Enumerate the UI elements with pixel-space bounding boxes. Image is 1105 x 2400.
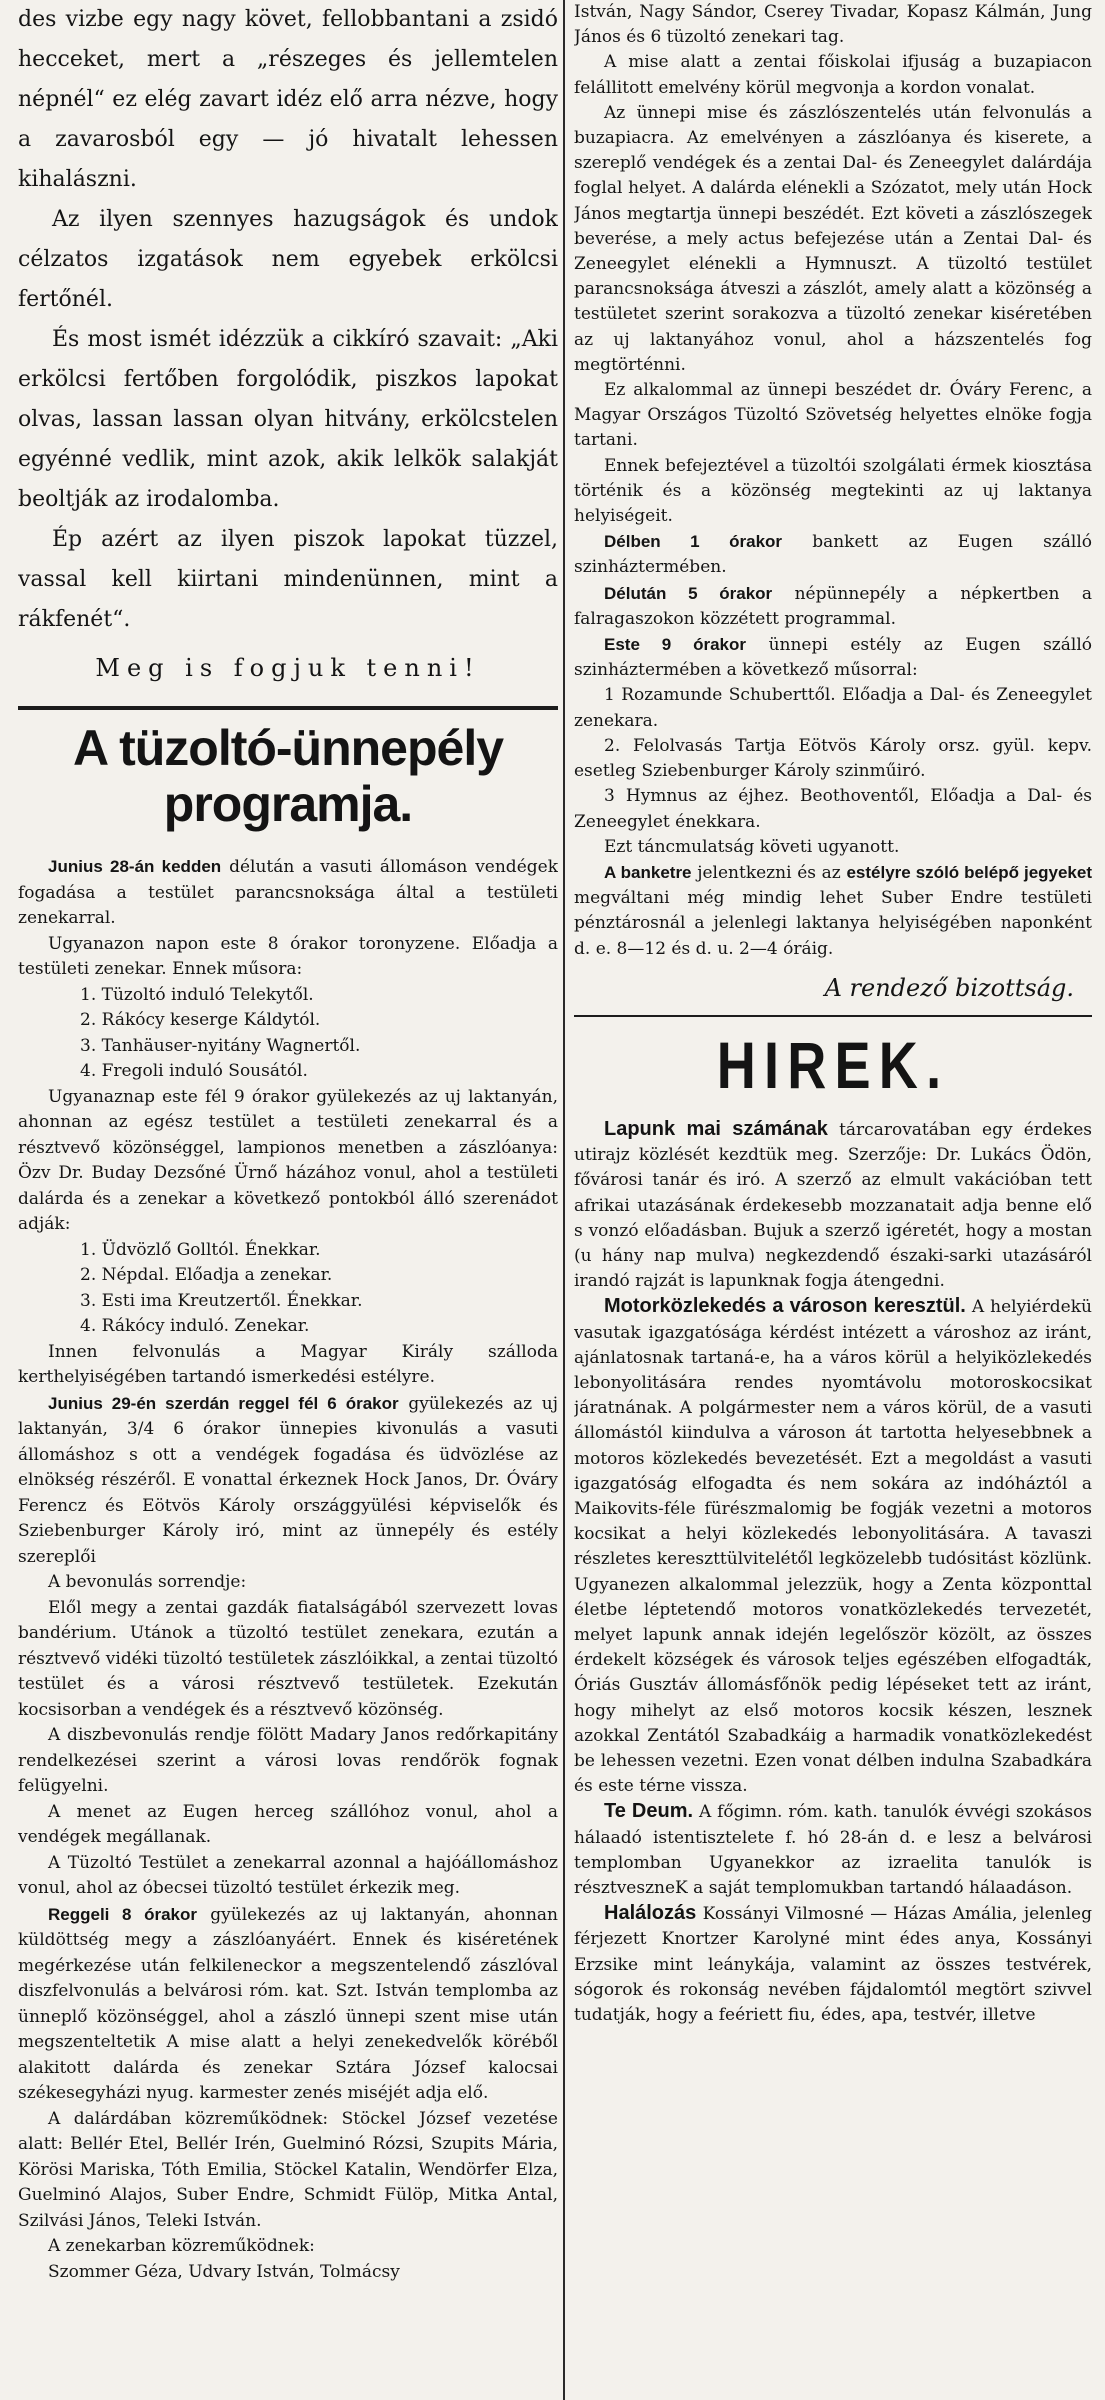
paragraph-text: gyülekezés az uj laktanyán, 3/4 6 órakor ünnepies kivonulás a vasuti állomáshoz s ott a vendégek fogadása és üdvözlése az elnökség részéről. E vonattal érkeznek Hock Janos, Dr. Óváry Ferencz és Eötvös Károly országgyülési képviselők és Sziebenburger Károly iró, mint az ünnepély és estély szereplői	[18, 1393, 558, 1567]
program-paragraph: A Tüzoltó Testület a zenekarral azonnal a hajóállomáshoz vonul, ahol az óbecsei tüzoltó testület érkezik meg.	[18, 1852, 558, 1898]
news-item	[574, 1294, 1092, 1799]
news-item-text: A helyiérdekü vasutak igazgatósága kérdést intézett a városhoz az iránt, ajánlatosnak tartaná-e, ha a város körül a helyiközlekedés lebonyolitására rendes nyomtávolu motoroskocsikat járatnának. A polgármester nem a város körül, de a vasuti állomástól kiindulva a városon át tartotta helyesebbnek a motoros közlekedés bevezetését. Ezt a megoldást a vasuti igazgatóság elfogadta és nem sokára az indóháztól a Maikovits-féle fürészmalomig be fogják vezetni a motoros kocsikat a helyi közlekedés lebonyolitására. A tavaszi részletes kereszttülvitelétől legközelebb tudósitást közlünk. Ugyanezen alkalommal jelezzük, hogy a Zenta központtal életbe léptetendő motoros vonatközlekedés tervezetét, melyet lapunk annak idején legelőször közölt, az összes érdekelt községek és városok teljes egészében elfogadták, Óriás Gusztáv állomásfőnök pedig lépéseket tett az iránt, hogy mihelyt az első motoros kocsik készen, lesznek azokkal Zentától Szabadkáig a harmadik vonatközlekedést be lehessen vezetni. Ezen vonat délben indulna Szabadkára és este térne vissza.	[574, 1297, 1092, 1797]
paragraph-lead: Délben 1 órakor	[604, 532, 783, 552]
program-paragraph	[574, 632, 1092, 683]
news-item-lead: Lapunk mai számának	[604, 1117, 828, 1140]
news-item	[574, 1799, 1092, 1901]
paragraph-lead: Délután 5 órakor	[604, 583, 773, 603]
paragraph-lead: Junius 28-án kedden	[48, 857, 222, 876]
news-item-lead: Motorközlekedés a városon keresztül.	[604, 1295, 966, 1318]
list-item: 2. Rákócy keserge Káldytól.	[80, 1010, 321, 1030]
paragraph-lead: estélyre szóló belépő jegyeket	[846, 862, 1092, 882]
right-column	[574, 0, 1092, 2400]
list-item: 4. Fregoli induló Sousától.	[80, 1061, 308, 1081]
lead-paragraph: des vizbe egy nagy követ, fellobbantani a zsidó hecceket, mert a „részeges és jellemtelen népnél“ ez elég zavart idéz elő arra nézve, hogy a zavarosból egy — jó hivatalt lehessen kihalászni.	[18, 7, 558, 192]
list-item: 2. Népdal. Előadja a zenekar.	[80, 1265, 333, 1285]
program-paragraph: A dalárdában közreműködnek: Stöckel József vezetése alatt: Bellér Etel, Bellér Irén, Guelminó Rózsi, Szupits Mária, Körösi Mariska, Tóth Emilia, Stöckel Katalin, Wendörfer Elza, Guelminó Alajos, Suber Endre, Schmidt Fülöp, Mitka Antal, Szilvási János, Teleki István.	[18, 2108, 558, 2231]
list-item: 4. Rákócy induló. Zenekar.	[80, 1316, 310, 1336]
program-paragraph	[18, 854, 558, 932]
program-paragraph	[574, 529, 1092, 580]
program-paragraph: Ez alkalommal az ünnepi beszédet dr. Óváry Ferenc, a Magyar Országos Tüzoltó Szövetség helyettes elnöke fogja tartani.	[574, 380, 1092, 451]
closing-line: Meg is fogjuk tenni!	[95, 654, 481, 682]
news-item-text: Kossányi Vilmosné — Házas Amália, jelenleg férjezett Knortzer Karolyné mint édes anya, Kossányi Erzsike mint leánykája, valamint az összes testvérek, sógorok és rokonság nevében fájdalomtól megtört szivvel tudatják, hogy a feériett fiu, édes, apa, testvér, illetve	[574, 1904, 1092, 2026]
news-item-lead: Te Deum.	[604, 1800, 694, 1823]
signature: A rendező bizottság.	[824, 973, 1074, 1002]
list-item: 3. Tanhäuser-nyitány Wagnertől.	[80, 1035, 361, 1056]
list-item: 3. Esti ima Kreutzertől. Énekkar.	[80, 1290, 363, 1311]
paragraph-text: jelentkezni és az	[697, 862, 841, 883]
program-paragraph: Szommer Géza, Udvary István, Tolmácsy	[48, 2261, 400, 2282]
paragraph-text: gyülekezés az uj laktanyán, ahonnan küldöttség megy a zászlóanyáért. Ennek és kiséretének megérkezése után felkileneckor a megszentelendő zászlóval diszfelvonulás a belvárosi róm. kat. Szt. István templomba az ünneplő közönséggel, ahol a zászló ünnepi szent mise után megszenteltetik A mise alatt a helyi zenekedvelők köréből alakitott dalárda és zenekar Sztára József kalocsai székesegyházi nyug. karmester zenés miséjét adja elő.	[18, 1904, 558, 2103]
paragraph-lead: Este 9 órakor	[604, 635, 747, 655]
paragraph-text: ünnepi estély az Eugen szálló szinháztermében a következő műsorral:	[574, 635, 1092, 681]
news-item-text: tárcarovatában egy érdekes utirajz közlését kezdtük meg. Szerzője: Dr. Lukács Ödön, fővárosi tanár és iró. A szerző az elmult vakációban tett afrikai utazásának érdekesebb mozzanatait adja benne elő s vonzó előadásban. Bujuk a szerző igéretét, hogy a mostan (u hány nap mulva) negkezdendő északi-sarki utazásáról irandó rajzát is lapunknak fogja átengedni.	[574, 1119, 1092, 1292]
program-paragraph: 3 Hymnus az éjhez. Beothoventől, Előadja a Dal- és Zeneegylet énekkara.	[574, 786, 1092, 832]
section-divider	[574, 1015, 1092, 1017]
program-paragraph: Elől megy a zentai gazdák fiatalságából szervezett lovas bandérium. Utánok a tüzoltó testület zenekara, ezután a résztvevő vidéki tüzoltó testületek zászlóikkal, a zentai tüzoltó testület és a városi résztvevő testületek. Ezekután kocsisorban a vendégek és a résztvevő közönség.	[18, 1597, 558, 1720]
news-item-lead: Halálozás	[604, 1902, 697, 1925]
program-paragraph: A menet az Eugen herceg szállóhoz vonul, ahol a vendégek megállanak.	[18, 1801, 558, 1847]
music-list-2	[18, 1238, 558, 1340]
program-paragraph: Ezt táncmulatság követi ugyanott.	[604, 836, 900, 857]
program-paragraph: Ugyanazon napon este 8 órakor toronyzene. Előadja a testületi zenekar. Ennek műsora:	[18, 933, 558, 979]
lead-paragraph: Ép azért az ilyen piszok lapokat tüzzel, vassal kell kiirtani mindenünnen, mint a rákfenét“.	[18, 527, 558, 632]
paragraph-lead: A banketre	[604, 862, 692, 882]
program-paragraph: Az ünnepi mise és zászlószentelés után felvonulás a buzapiacra. Az emelvényen a zászlóanya és kiserete, a szereplő vendégek és a zentai Dal- és Zeneegylet dalárdája foglal helyet. A dalárda elénekli a Szózatot, mely után Hock János megtartja ünnepi beszédét. Ezt követi a zászlószegek beverése, a mely actus befejezése után a Zentai Dal- és Zeneegylet elénekli a Hymnuszt. A tüzoltó testület parancsnoksága átveszi a zászlót, amely alatt a közönség a testületet szerint sorakozva a tüzoltó zenekar kiséretében az uj laktanyához vonul, ahol a házszentelés fog megtörténni.	[574, 102, 1092, 375]
paragraph-lead: Junius 29-én szerdán reggel fél 6 órakor	[48, 1393, 399, 1413]
left-column	[18, 0, 558, 2400]
section-divider	[18, 706, 558, 710]
program-continued	[574, 0, 1092, 1001]
program-article	[18, 854, 558, 2285]
program-paragraph: A zenekarban közreműködnek:	[48, 2236, 315, 2256]
program-paragraph	[574, 581, 1092, 632]
lead-paragraph: És most ismét idézzük a cikkíró szavait: „Aki erkölcsi fertőben forgolódik, piszkos lapokat olvas, lassan lassan olyan hitvány, erkölcstelen egyénné vedlik, mint azok, akik lelkök salakját beoltják az irodalomba.	[18, 327, 558, 512]
news-section	[574, 1117, 1092, 2028]
article-title: A tüzoltó-ünnepély programja.	[72, 720, 504, 832]
program-paragraph: Ennek befejeztével a tüzoltói szolgálati érmek kiosztása történik és a közönség megtekinti az uj laktanya helyiségeit.	[574, 455, 1092, 527]
opinion-piece	[18, 0, 558, 688]
program-paragraph	[18, 1902, 558, 2107]
program-paragraph: A mise alatt a zentai főiskolai ifjuság a buzapiacon felállitott emelvény körül megvonja a kordon vonalat.	[574, 52, 1092, 98]
music-list-1	[18, 983, 558, 1085]
program-paragraph	[574, 860, 1092, 962]
news-item	[574, 1117, 1092, 1294]
program-paragraph: 2. Felolvasás Tartja Eötvös Károly orsz. gyül. kepv. esetleg Sziebenburger Károly szinműiró.	[574, 735, 1092, 782]
news-item-text: A főgimn. róm. kath. tanulók évvégi szokásos hálaadó istentisztelete f. hó 28-án d. e lesz a belvárosi templomban Ugyanekkor az izraelita tanulók is résztveszneK a saját templomukban tartandó hálaadáson.	[574, 1802, 1092, 1899]
news-header: HIREK.	[716, 1027, 950, 1102]
paragraph-text: bankett az Eugen szálló szinháztermében.	[574, 532, 1092, 578]
list-item: 1. Üdvözlő Golltól. Énekkar.	[80, 1239, 321, 1260]
column-rule	[563, 0, 565, 2400]
program-paragraph: 1 Rozamunde Schuberttől. Előadja a Dal- és Zeneegylet zenekara.	[574, 685, 1092, 731]
paragraph-text: népünnepély a népkertben a falragaszokon közzétett programmal.	[574, 583, 1092, 629]
news-item	[574, 1901, 1092, 2028]
lead-paragraph: Az ilyen szennyes hazugságok és undok célzatos izgatások nem egyebek erkölcsi fertőnél.	[18, 207, 558, 312]
paragraph-lead: Reggeli 8 órakor	[48, 1904, 197, 1924]
program-paragraph: A diszbevonulás rendje fölött Madary Janos redőrkapitány rendelkezései szerint a városi lovas rendőrök fognak felügyelni.	[18, 1725, 558, 1796]
program-paragraph: A bevonulás sorrendje:	[48, 1572, 247, 1592]
program-paragraph: Ugyanaznap este fél 9 órakor gyülekezés az uj laktanyán, ahonnan az egész testület a testületi zenekarral és a résztvevő közönséggel, lampionos menetben a zászlóanya: Özv Dr. Buday Dezsőné Ürnő házához vonul, ahol a testületi dalárda és a zenekar a következő pontokból álló szerenádot adják:	[18, 1086, 558, 1234]
paragraph-text: délután a vasuti állomáson vendégek fogadása a testület parancsnoksága által a testületi zenekarral.	[18, 857, 558, 928]
program-paragraph	[18, 1391, 558, 1571]
program-paragraph: Innen felvonulás a Magyar Király szálloda kerthelyiségében tartandó ismerkedési estélyre.	[18, 1341, 558, 1387]
program-paragraph: István, Nagy Sándor, Cserey Tivadar, Kopasz Kálmán, Jung János és 6 tüzoltó zenekari tag.	[574, 2, 1092, 48]
list-item: 1. Tüzoltó induló Telekytől.	[80, 984, 314, 1005]
paragraph-text: megváltani még mindig lehet Suber Endre testületi pénztárosnál a jelenlegi laktanya helyiségében naponként d. e. 8—12 és d. u. 2—4 óráig.	[574, 888, 1092, 959]
